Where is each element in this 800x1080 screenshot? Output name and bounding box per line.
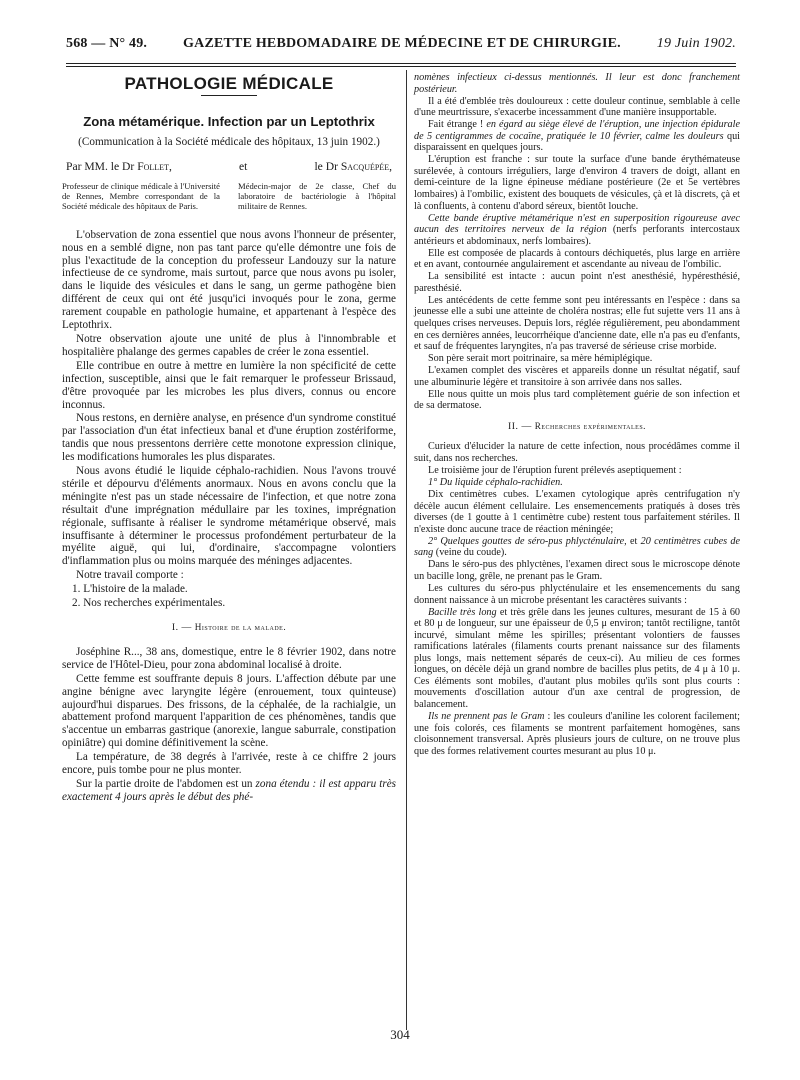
paragraph: Curieux d'élucider la nature de cette infection, nous procédâmes comme il suit, dans nos recherches.: [414, 441, 740, 464]
page-folio: 304: [390, 1027, 410, 1042]
paragraph: Ils ne prennent pas le Gram : les couleurs d'aniline les colorent facilement; une fois colorés, ces filaments se montrent parfaitement homogènes, sans cloisonnement transversal. Après plusieurs jours de culture, on ne trouve plus que des formes relativement courtes mesurant au plus 10 μ.: [414, 710, 740, 757]
section-title: PATHOLOGIE MÉDICALE: [124, 74, 334, 93]
subsection-heading: I. — Histoire de la malade.: [171, 622, 287, 633]
paragraph: Dix centimètres cubes. L'examen cytologique après centrifugation n'y décèle aucun élément cellulaire. Les ensemencements pratiqués à doses très diverses (de 1 goutte à 1 centimètre cube) restent tous parfaitement stériles. Il n'existe donc aucune trace de réaction méningée;: [414, 489, 740, 535]
paragraph: La sensibilité est intacte : aucun point n'est anesthésié, hypéresthésié, paresthésié.: [414, 271, 740, 294]
paragraph: Dans le séro-pus des phlyctènes, l'examen direct sous le microscope dénote un bacille long, grêle, ne prenant pas le Gram.: [414, 559, 740, 582]
author-1: Par MM. le Dr Follet,: [66, 159, 172, 173]
article-title: Zona métamérique. Infection par un Leptothrix: [83, 113, 375, 129]
page-info: 568 — N° 49.: [66, 36, 148, 51]
paragraph: 2° Quelques gouttes de séro-pus phlycténulaire, et 20 centimètres cubes de sang (veine du coude).: [414, 535, 740, 559]
author-2: le Dr Sacquépée,: [314, 159, 392, 173]
paragraph: Le troisième jour de l'éruption furent prélevés aseptiquement :: [428, 465, 682, 476]
paragraph: Elle contribue en outre à mettre en lumière la non spécificité de cette infection, susceptible, ainsi que le fait remarquer le professeur Brissaud, d'être provoquée par les microbes les plus divers, connus ou encore inconnus.: [62, 359, 396, 411]
paragraph: 1° Du liquide céphalo-rachidien.: [428, 477, 563, 489]
paragraph: L'éruption est franche : sur toute la surface d'une bande érythémateuse surélevée, à contours irréguliers, large d'environ 4 travers de doigt, allant en demi-ceinture de la ligne épineuse médiane postérieure (2e et 5e vertèbres lombaires) à l'ombilic, existent des bouquets de vésicules, çà et là discrets, çà et là confluents, à contenu d'abord séreux, bientôt louche.: [414, 154, 740, 212]
paragraph: Nous avons étudié le liquide céphalo-rachidien. Nous l'avons trouvé stérile et dépourvu d'éléments anormaux. Nous en avons conclu que la méningite n'est pas un stade nécessaire de l'infection, et que notre zona résultait d'une imprégnation médullaire par les toxines, imprégnation régionale, suffisante à réaliser le syndrome métamérique observé, mais insuffisante à déterminer le processus profondément perturbateur de la myélite aiguë, qui lui, d'ordinaire, s'accompagne volontiers d'inflammation plus ou moins marquée des méninges adjacentes.: [62, 465, 396, 568]
paragraph: Notre observation ajoute une unité de plus à l'innombrable et hospitalière phalange des germes capables de créer le zona essentiel.: [62, 332, 396, 358]
affiliation-1: Professeur de clinique médicale à l'Université de Rennes, Membre correspondant de la Société médicale des hôpitaux de Paris.: [62, 180, 220, 211]
issue-date: 19 Juin 1902.: [656, 36, 736, 51]
column-separator: [406, 70, 407, 1030]
journal-title: GAZETTE HEBDOMADAIRE DE MÉDECINE ET DE CHIRURGIE.: [183, 36, 621, 51]
paragraph: L'observation de zona essentiel que nous avons l'honneur de présenter, nous en a semblé digne, non pas tant parce qu'elle démontre une fois de plus l'exactitude de la conception du professeur Landouzy sur la nature infectieuse de ce syndrome, mais surtout, parce que nous avons pu isoler, dans le liquide des vésicules et dans le sang, un germe pathogène bien différent de ceux qui ont été jusqu'ici invoqués pour le zona, germe rarement coupable en pathologie humaine, et appartenant à l'espèce des Leptothrix.: [62, 228, 396, 332]
paragraph: Les cultures du séro-pus phlycténulaire et les ensemencements du sang donnent naissance à un microbe présentant les caractères suivants :: [414, 582, 740, 606]
paragraph: Notre travail comporte :: [76, 569, 184, 582]
paragraph: Sur la partie droite de l'abdomen est un zona étendu : il est apparu très exactement 4 jours après le début des phé-: [62, 777, 397, 803]
list-item: 1. L'histoire de la malade.: [72, 583, 188, 596]
header-rule: [66, 63, 736, 64]
communication-note: (Communication à la Société médicale des hôpitaux, 13 juin 1902.): [78, 135, 380, 148]
authors-line: [62, 161, 396, 174]
paragraph: nomènes infectieux ci-dessus mentionnés. Il leur est donc franchement postérieur.: [414, 72, 740, 95]
paragraph: Fait étrange ! en égard au siège élevé de l'éruption, une injection épidurale de 5 centigrammes de cocaïne, pratiquée le 10 février, calme les douleurs qui disparaissent en quelques jours.: [414, 119, 741, 154]
paragraph: Elle nous quitte un mois plus tard complètement guérie de son infection et de sa dermatose.: [414, 388, 740, 412]
paragraph: Joséphine R..., 38 ans, domestique, entre le 8 février 1902, dans notre service de l'Hôtel-Dieu, pour zona abdominal localisé à droite.: [62, 645, 396, 671]
affiliations: [62, 181, 396, 211]
header-rule: [66, 66, 736, 67]
subsection-heading: II. — Recherches expérimentales.: [508, 420, 646, 432]
authors-conjunction: et: [238, 159, 248, 173]
paragraph: Nous restons, en dernière analyse, en présence d'un syndrome constitué par l'association d'un état infectieux banal et d'une éruption zostériforme, tandis que nous pressentons derrière cette monotone expression clinique, les modifications humorales les plus disparates.: [62, 412, 396, 464]
affiliation-2: Médecin-major de 2e classe, Chef du laboratoire de bactériologie à l'hôpital militaire de Rennes.: [238, 180, 396, 211]
running-head: [66, 36, 736, 58]
paragraph: La température, de 38 degrés à l'arrivée, reste à ce chiffre 2 jours encore, puis tombe pour ne plus monter.: [62, 751, 396, 777]
paragraph: Cette bande éruptive métamérique n'est en superposition rigoureuse avec aucun des territoires nerveux de la région (nerfs perforants intercostaux antérieurs et abdominaux, nerfs lombaires).: [414, 212, 741, 247]
list-item: 2. Nos recherches expérimentales.: [72, 597, 226, 610]
paragraph: Il a été d'emblée très douloureux : cette douleur continue, semblable à celle d'une meurtrissure, s'exacerbe incessamment d'une manière insupportable.: [414, 95, 740, 119]
paragraph: Son père serait mort poitrinaire, sa mère hémiplégique.: [428, 353, 653, 365]
paragraph: L'examen complet des viscères et appareils donne un résultat négatif, sauf une albuminurie légère et transitoire à son arrivée dans nos salles.: [414, 365, 740, 388]
paragraph: Bacille très long et très grêle dans les jeunes cultures, mesurant de 15 à 60 et 80 μ de longueur, sur une épaisseur de 0,5 μ environ; tantôt rectiligne, tantôt incurvé, simulant même les spirilles; présentant volontiers de fausses ramifications latérales (filaments courts prenant naissance sur des filaments plus longs, mais nettement séparés de ceux-ci). Au milieu de ces formes longues, on décèle déjà un grand nombre de bacilles plus petits, de 4 μ à 10 μ. Ces éléments sont mobiles, d'autant plus mobiles qu'ils sont plus courts : mouvements d'oscillation autour d'un axe central de progression, de balancement.: [414, 606, 741, 710]
title-rule: [201, 95, 257, 96]
right-column: [414, 72, 740, 758]
left-column: [62, 72, 396, 805]
paragraph: Cette femme est souffrante depuis 8 jours. L'affection débute par une angine bénigne avec laryngite légère (enrouement, toux quinteuse) aujourd'hui disparues. Des frissons, de la céphalée, de la rachialgie, un abattement profond marquent l'apparition de ces phénomènes, tandis que s'accentue un embarras gastrique (anorexie, langue saburrale, constipation opiniâtre) qui domine définitivement la scène.: [62, 672, 396, 750]
paragraph: Les antécédents de cette femme sont peu intéressants en l'espèce : dans sa jeunesse elle a subi une atteinte de choléra nostras; elle fut sujette vers 11 ans à quelques crises nerveuses. Depuis lors, réglée régulièrement, peu abondamment en ces dernières années, leucorrhéique d'ancienne date, elle n'a pas eu d'enfants, et sauf de fréquentes laryngites, n'a pas traversé de sérieuse crise morbide.: [414, 294, 740, 353]
paragraph: Elle est composée de placards à contours déchiquetés, plus large en arrière et en avant, contournée angulairement et ascendante au niveau de l'ombilic.: [414, 247, 740, 271]
